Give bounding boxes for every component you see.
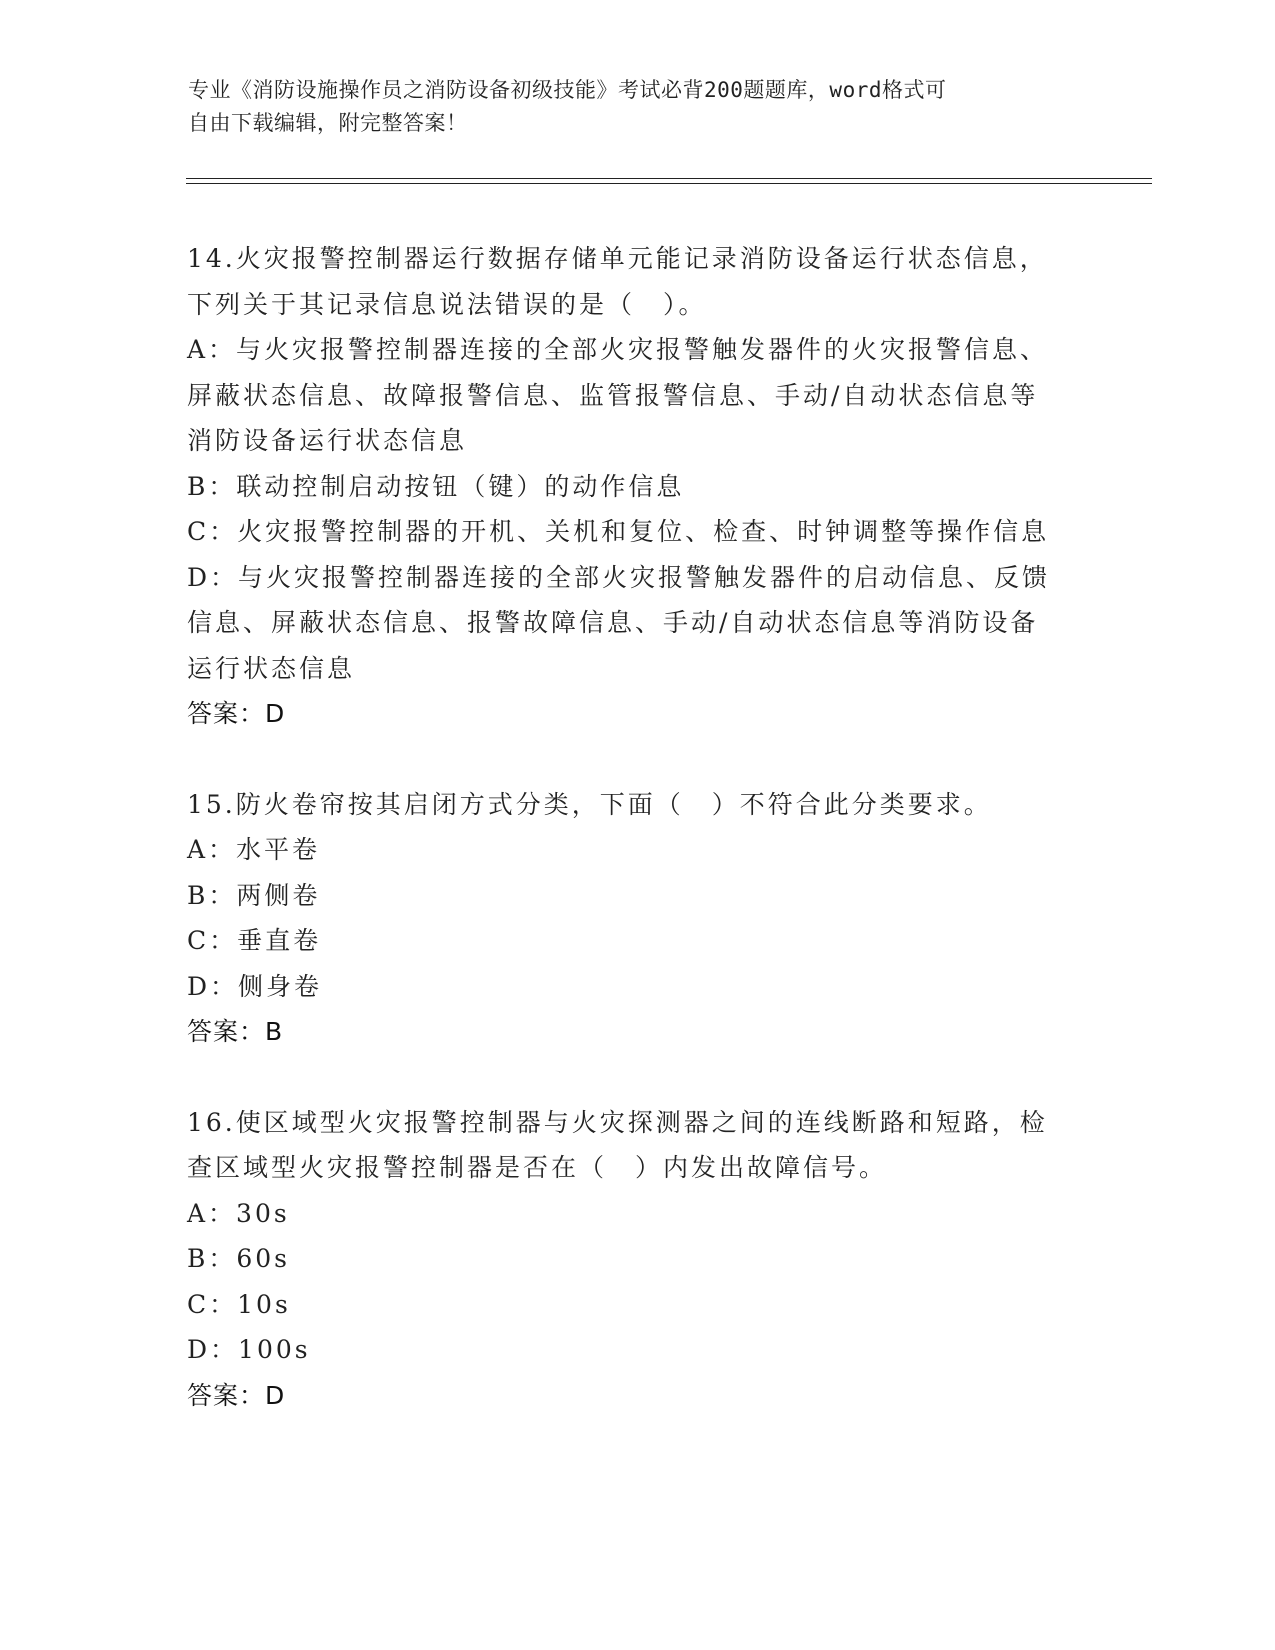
option-a: A：水平卷 <box>187 835 321 864</box>
question-stem-line: 查区域型火灾报警控制器是否在（ ）内发出故障信号。 <box>187 1153 888 1182</box>
spacer <box>187 737 1087 782</box>
document-header <box>188 74 1068 140</box>
option-c: C：10s <box>187 1289 291 1319</box>
option-a-line: 消防设备运行状态信息 <box>187 426 468 455</box>
header-divider-bottom <box>186 183 1152 184</box>
option-a: A：30s <box>187 1198 290 1228</box>
option-d: D：100s <box>187 1335 311 1364</box>
option-d-line: 运行状态信息 <box>187 653 356 683</box>
spacer <box>187 1055 1087 1100</box>
question-16 <box>187 1100 1087 1419</box>
answer: 答案：B <box>187 1017 284 1046</box>
option-b: B：两侧卷 <box>187 880 321 910</box>
option-d-line: D：与火灾报警控制器连接的全部火灾报警触发器件的启动信息、反馈 <box>187 562 1051 592</box>
option-b: B：联动控制启动按钮（键）的动作信息 <box>187 471 685 501</box>
option-c: C：垂直卷 <box>187 926 322 955</box>
question-14 <box>187 236 1087 737</box>
question-stem-line: 16.使区域型火灾报警控制器与火灾探测器之间的连线断路和短路，检 <box>187 1107 1048 1137</box>
option-a-line: 屏蔽状态信息、故障报警信息、监管报警信息、手动/自动状态信息等 <box>187 380 1039 410</box>
question-stem-line: 14.火灾报警控制器运行数据存储单元能记录消防设备运行状态信息， <box>187 244 1048 273</box>
header-line-1: 专业《消防设施操作员之消防设备初级技能》考试必背200题题库，word格式可 <box>188 78 947 102</box>
option-c: C：火灾报警控制器的开机、关机和复位、检查、时钟调整等操作信息 <box>187 517 1050 546</box>
answer: 答案：D <box>187 699 286 728</box>
question-15 <box>187 782 1087 1055</box>
answer: 答案：D <box>187 1380 286 1410</box>
question-stem-line: 15.防火卷帘按其启闭方式分类，下面（ ）不符合此分类要求。 <box>187 789 992 819</box>
question-stem-line: 下列关于其记录信息说法错误的是（ ）。 <box>187 289 707 319</box>
question-list <box>187 236 1087 1418</box>
header-divider-top <box>186 178 1152 179</box>
header-line-2: 自由下载编辑，附完整答案！ <box>188 111 468 135</box>
option-b: B：60s <box>187 1244 291 1273</box>
option-d: D：侧身卷 <box>187 971 323 1001</box>
option-a-line: A：与火灾报警控制器连接的全部火灾报警触发器件的火灾报警信息、 <box>187 335 1049 364</box>
option-d-line: 信息、屏蔽状态信息、报警故障信息、手动/自动状态信息等消防设备 <box>187 608 1039 637</box>
